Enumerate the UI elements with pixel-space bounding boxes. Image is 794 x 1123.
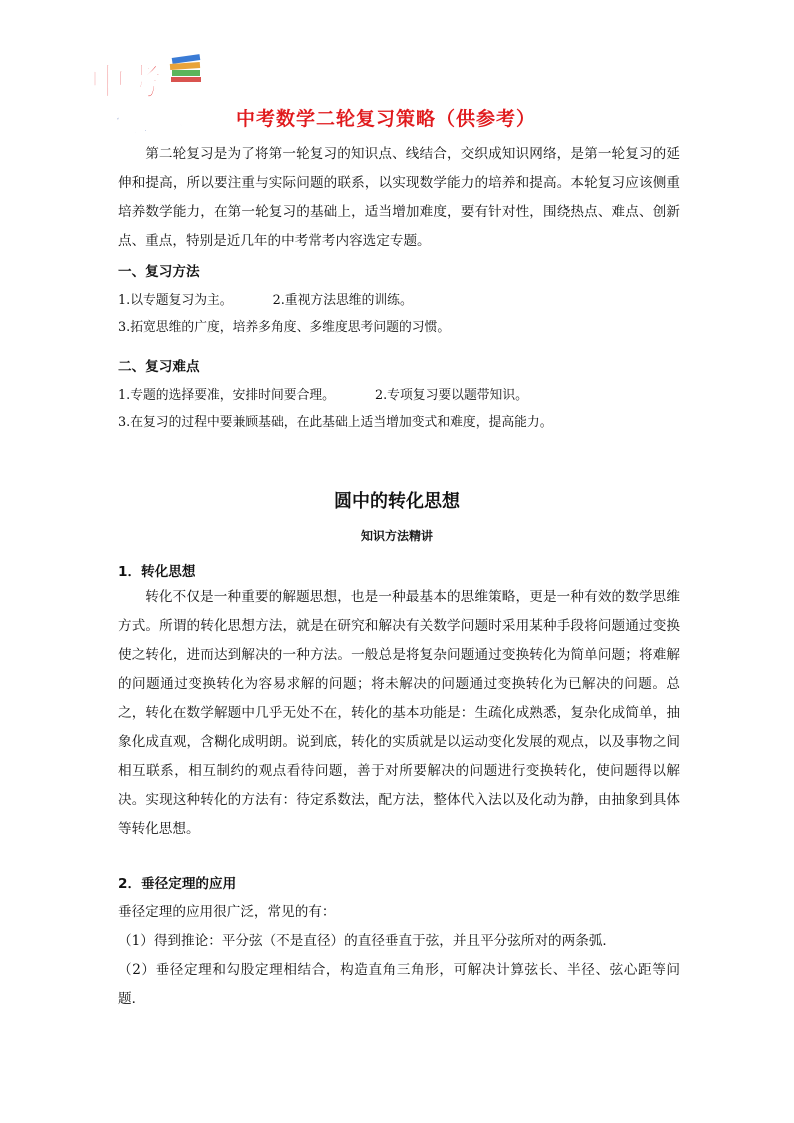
theorem-intro: 垂径定理的应用很广泛，常见的有： [118,904,336,920]
list-item: （2）垂径定理和勾股定理相结合，构造直角三角形，可解决计算弦长、半径、弦心距等问题． [118,962,680,1007]
section-heading-methods: 一、复习方法 [118,264,200,280]
list-item [118,287,680,314]
list-item-text: 1.以专题复习为主。 [118,293,233,308]
methods-list [118,287,680,341]
list-item: （1）得到推论：平分弦（不是直径）的直径垂直于弦，并且平分弦所对的两条弧． [118,933,617,949]
subsection-heading-theorem: 2．垂径定理的应用 [118,876,237,892]
list-item-text: 2.专项复习要以题带知识。 [374,388,528,403]
section-subtitle: 知识方法精讲 [360,529,433,543]
difficulties-list [118,382,680,436]
section-heading-difficulties: 二、复习难点 [118,359,200,375]
logo-text-line2: 倒计时 [114,109,193,139]
list-item [118,382,680,409]
intro-paragraph: 第二轮复习是为了将第一轮复习的知识点、线结合，交织成知识网络，是第一轮复习的延伸和提高，所以要注重与实际问题的联系，以实现数学能力的培养和提高。本轮复习应该侧重培养数学能力，在第一轮复习的基础上，适当增加难度，要有针对性，围绕热点、难点、创新点、重点，特别是近几年的中考常考内容选定专题。 [118,146,680,249]
page-title: 中考数学二轮复习策略（供参考） [236,108,537,130]
logo-text-line1: 中考 [90,62,163,103]
subsection-heading-conversion: 1．转化思想 [118,564,196,580]
section-title: 圆中的转化思想 [334,491,460,512]
list-item: 3.在复习的过程中要兼顾基础，在此基础上适当增加变式和难度，提高能力。 [118,415,553,430]
logo-icon [88,50,218,142]
list-item: 3.拓宽思维的广度，培养多角度、多维度思考问题的习惯。 [118,320,451,335]
list-item-text: 1.专题的选择要准，安排时间要合理。 [118,388,335,403]
conversion-paragraph: 转化不仅是一种重要的解题思想，也是一种最基本的思维策略，更是一种有效的数学思维方式。所谓的转化思想方法，就是在研究和解决有关数学问题时采用某种手段将问题通过变换使之转化，进而达到解决的一种方法。一般总是将复杂问题通过变换转化为简单问题；将难解的问题通过变换转化为容易求解的问题；将未解决的问题通过变换转化为已解决的问题。总之，转化在数学解题中几乎无处不在，转化的基本功能是：生疏化成熟悉，复杂化成简单，抽象化成直观，含糊化成明朗。说到底，转化的实质就是以运动变化发展的观点，以及事物之间相互联系，相互制约的观点看待问题，善于对所要解决的问题进行变换转化，使问题得以解决。实现这种转化的方法有：待定系数法，配方法，整体代入法以及化动为静，由抽象到具体等转化思想。 [118,589,680,837]
list-item-text: 2.重视方法思维的训练。 [272,293,413,308]
theorem-content [118,898,680,1014]
